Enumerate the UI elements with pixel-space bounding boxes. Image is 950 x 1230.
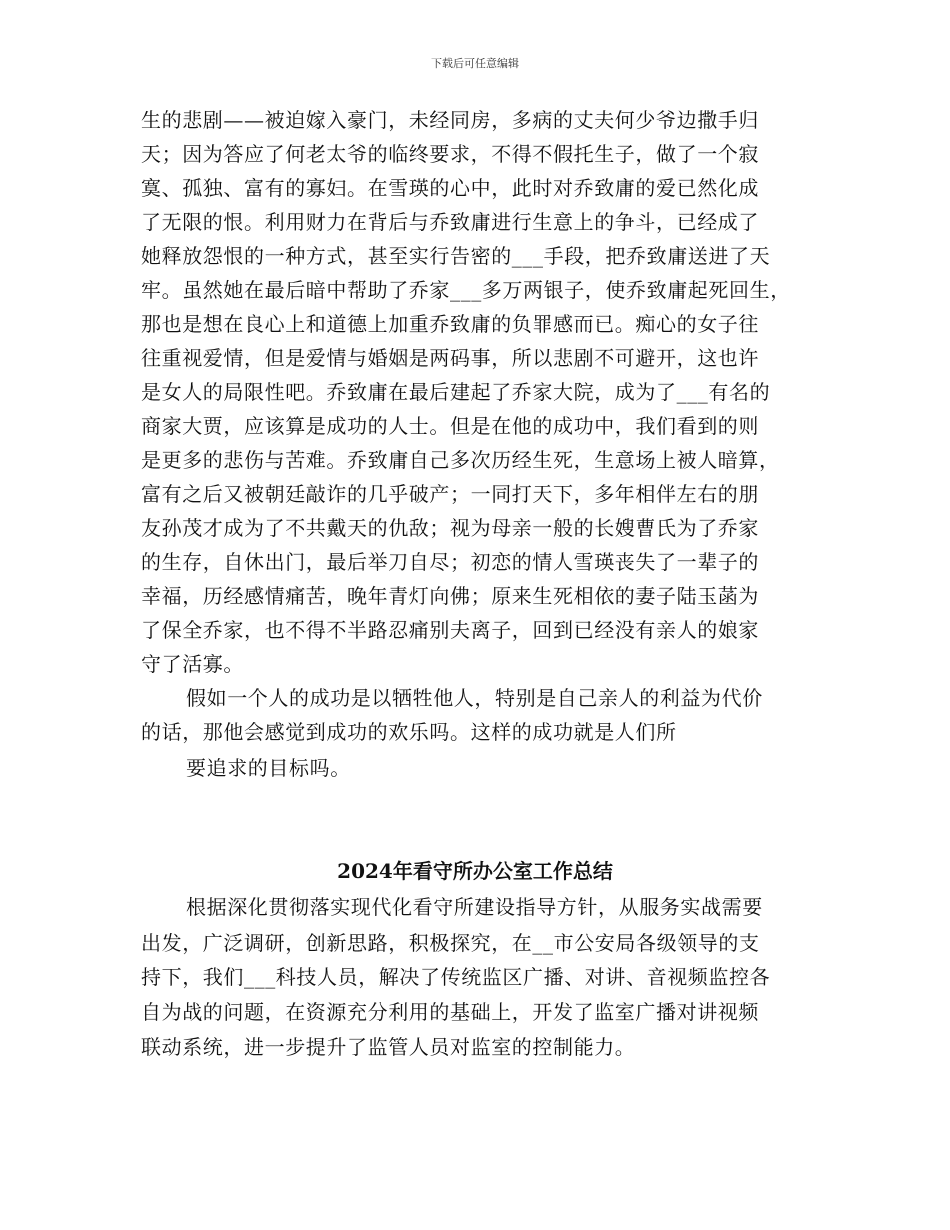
paragraph-line: 寞、孤独、富有的寡妇。在雪瑛的心中，此时对乔致庸的爱已然化成 bbox=[141, 176, 759, 200]
paragraph-line: 的生存，自休出门，最后举刀自尽；初恋的情人雪瑛丧失了一辈子的 bbox=[141, 550, 759, 574]
paragraph-line: 自为战的问题，在资源充分利用的基础上，开发了监室广播对讲视频 bbox=[141, 1000, 759, 1024]
paragraph-line: 联动系统，进一步提升了监管人员对监室的控制能力。 bbox=[141, 1035, 636, 1059]
paragraph-line: 往重视爱情，但是爱情与婚姻是两码事，所以悲剧不可避开，这也许 bbox=[141, 346, 759, 370]
paragraph-line: 富有之后又被朝廷敲诈的几乎破产；一同打天下，多年相伴左右的朋 bbox=[141, 482, 759, 506]
paragraph-line: 牢。虽然她在最后暗中帮助了乔家___多万两银子，使乔致庸起死回生， bbox=[141, 278, 791, 302]
paragraph-line: 商家大贾，应该算是成功的人士。但是在他的成功中，我们看到的则 bbox=[141, 414, 759, 438]
paragraph-line: 了保全乔家，也不得不半路忍痛别夫离子，回到已经没有亲人的娘家 bbox=[141, 618, 759, 642]
paragraph-line: 的话，那他会感觉到成功的欢乐吗。这样的成功就是人们所 bbox=[141, 720, 677, 744]
paragraph-line: 天；因为答应了何老太爷的临终要求，不得不假托生子，做了一个寂 bbox=[141, 142, 759, 166]
paragraph-line: 友孙茂才成为了不共戴天的仇敌；视为母亲一般的长嫂曹氏为了乔家 bbox=[141, 516, 759, 540]
paragraph-line: 那也是想在良心上和道德上加重乔致庸的负罪感而已。痴心的女子往 bbox=[141, 312, 759, 336]
paragraph-line: 持下，我们___科技人员，解决了传统监区广播、对讲、音视频监控各 bbox=[141, 965, 771, 989]
paragraph-line: 根据深化贯彻落实现代化看守所建设指导方针，从服务实战需要 bbox=[186, 895, 763, 919]
section-title: 2024年看守所办公室工作总结 bbox=[337, 859, 613, 883]
paragraph-line: 幸福，历经感情痛苦，晚年青灯向佛；原来生死相依的妻子陆玉菡为 bbox=[141, 584, 759, 608]
page-header: 下载后可任意编辑 bbox=[431, 57, 519, 70]
paragraph-line: 假如一个人的成功是以牺牲他人，特别是自己亲人的利益为代价 bbox=[186, 686, 763, 710]
paragraph-line: 是女人的局限性吧。乔致庸在最后建起了乔家大院，成为了___有名的 bbox=[141, 380, 771, 404]
paragraph-line: 出发，广泛调研，创新思路，积极探究，在__市公安局各级领导的支 bbox=[141, 931, 760, 955]
paragraph-line: 她释放怨恨的一种方式，甚至实行告密的___手段，把乔致庸送进了天 bbox=[141, 244, 771, 268]
paragraph-line: 了无限的恨。利用财力在背后与乔致庸进行生意上的争斗，已经成了 bbox=[141, 210, 759, 234]
paragraph-line: 要追求的目标吗。 bbox=[186, 756, 351, 780]
paragraph-line: 守了活寡。 bbox=[141, 652, 244, 676]
paragraph-line: 是更多的悲伤与苦难。乔致庸自己多次历经生死，生意场上被人暗算， bbox=[141, 448, 780, 472]
paragraph-line: 生的悲剧——被迫嫁入豪门，未经同房，多病的丈夫何少爷边撒手归 bbox=[141, 108, 759, 132]
